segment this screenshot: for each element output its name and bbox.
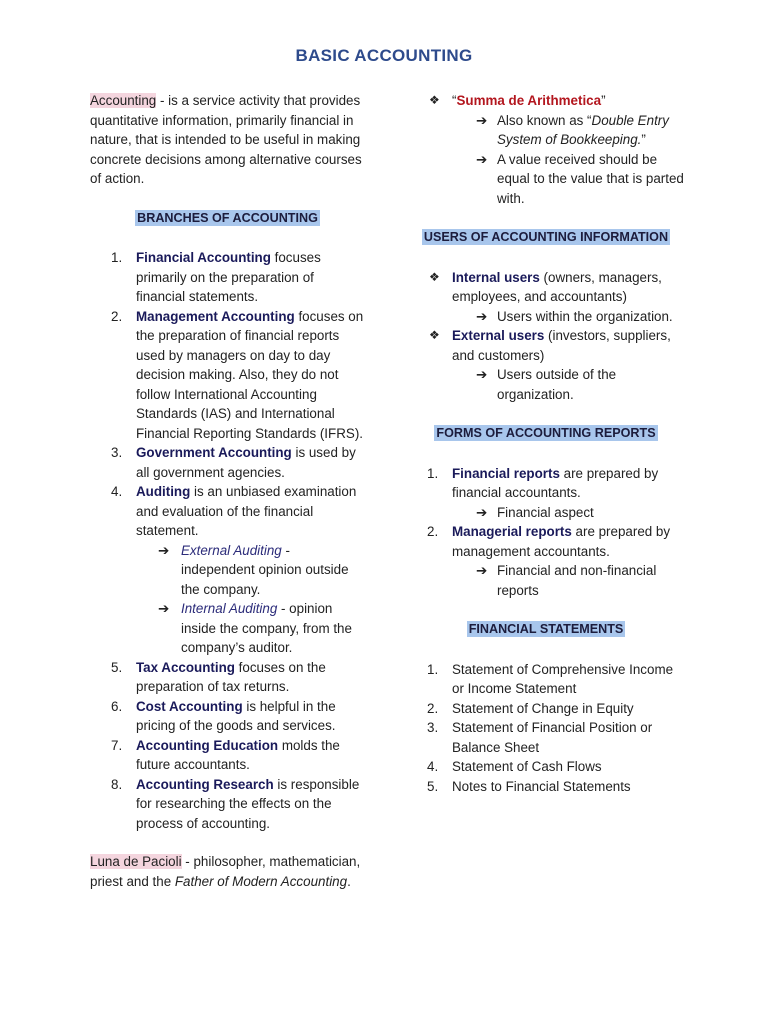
- list-item: ❖ Internal users (owners, managers, employees, and accountants): [429, 269, 662, 304]
- sub-list-item: ➔ Users within the organization.: [406, 307, 686, 327]
- list-item: 1. Financial reports are prepared by financial accountants.: [427, 465, 659, 500]
- list-item: 5. Notes to Financial Statements: [427, 778, 631, 794]
- list-item: ❖ External users (investors, suppliers, and customers): [429, 328, 671, 363]
- arrow-icon: ➔: [158, 542, 170, 558]
- branches-list: [90, 248, 365, 833]
- list-item: 2. Management Accounting focuses on the preparation of financial reports used by managers on day to day decision making. Also, they do not follow International Accounting Standards (IAS) and International Financial Reporting Standards (IFRS).: [111, 308, 364, 441]
- list-item: 7. Accounting Education molds the future accountants.: [111, 737, 340, 772]
- arrow-icon: ➔: [476, 504, 488, 520]
- diamond-bullet-icon: ❖: [429, 328, 440, 342]
- sub-list-item: ➔ Financial and non-financial reports: [476, 563, 657, 598]
- list-item: 1. Financial Accounting focuses primarily on the preparation of financial statements.: [111, 250, 321, 304]
- list-item: 2. Statement of Change in Equity: [427, 700, 634, 716]
- list-item: 6. Cost Accounting is helpful in the pricing of the goods and services.: [111, 698, 336, 733]
- arrow-icon: ➔: [476, 308, 488, 324]
- sub-list-item: ➔ External Auditing - independent opinion outside the company.: [158, 542, 349, 597]
- page-title: BASIC ACCOUNTING: [295, 46, 473, 65]
- arrow-icon: ➔: [158, 601, 170, 616]
- sub-list-item: ➔ Users outside of the organization.: [476, 367, 617, 402]
- arrow-icon: ➔: [476, 112, 488, 128]
- sub-list-item: ➔ Internal Auditing - opinion inside the company, from the company’s auditor.: [158, 601, 352, 655]
- arrow-icon: ➔: [476, 151, 488, 167]
- sub-list-item: ➔ Financial aspect: [406, 503, 686, 523]
- list-item: 1. Statement of Comprehensive Income or Income Statement: [427, 661, 674, 696]
- list-item: 4. Statement of Cash Flows: [427, 759, 602, 774]
- accounting-definition: [90, 91, 365, 189]
- list-item: 3. Government Accounting is used by all government agencies.: [111, 445, 356, 480]
- sub-list-item: ➔ Also known as “Double Entry System of Bookkeeping.”: [476, 112, 669, 147]
- branches-heading: BRANCHES OF ACCOUNTING: [137, 210, 318, 225]
- list-item: 3. Statement of Financial Position or Balance Sheet: [427, 720, 653, 755]
- pacioli-note: Luna de Pacioli - philosopher, mathematician, priest and the Father of Modern Accounting.: [90, 854, 361, 889]
- users-heading: USERS OF ACCOUNTING INFORMATION: [423, 230, 669, 244]
- diamond-bullet-icon: ❖: [429, 93, 440, 107]
- left-column: [90, 91, 365, 891]
- forms-heading: FORMS OF ACCOUNTING REPORTS: [436, 426, 656, 440]
- accounting-term: Accounting: [90, 93, 157, 108]
- summa-term: Summa de Arithmetica: [456, 93, 602, 108]
- arrow-icon: ➔: [476, 563, 488, 578]
- pacioli-term: Luna de Pacioli: [90, 854, 182, 869]
- list-item: 5. Tax Accounting focuses on the preparation of tax returns.: [111, 659, 326, 694]
- diamond-bullet-icon: ❖: [429, 269, 440, 284]
- list-item: 2. Managerial reports are prepared by management accountants.: [427, 524, 671, 559]
- right-column: [406, 91, 686, 796]
- sub-list-item: ➔ A value received should be equal to the value that is parted with.: [476, 151, 684, 206]
- list-item: 8. Accounting Research is responsible for researching the effects on the process of accounting.: [111, 776, 360, 831]
- list-item: 4. Auditing is an unbiased examination and evaluation of the financial statement.: [111, 484, 357, 538]
- statements-heading: FINANCIAL STATEMENTS: [468, 622, 624, 636]
- accounting-definition-text: - is a service activity that provides quantitative information, primarily financial in nature, that is intended to be useful in making concrete decisions among alternative courses of action.: [90, 93, 362, 186]
- summa-item: ❖ “Summa de Arithmetica”: [406, 91, 686, 111]
- arrow-icon: ➔: [476, 367, 488, 382]
